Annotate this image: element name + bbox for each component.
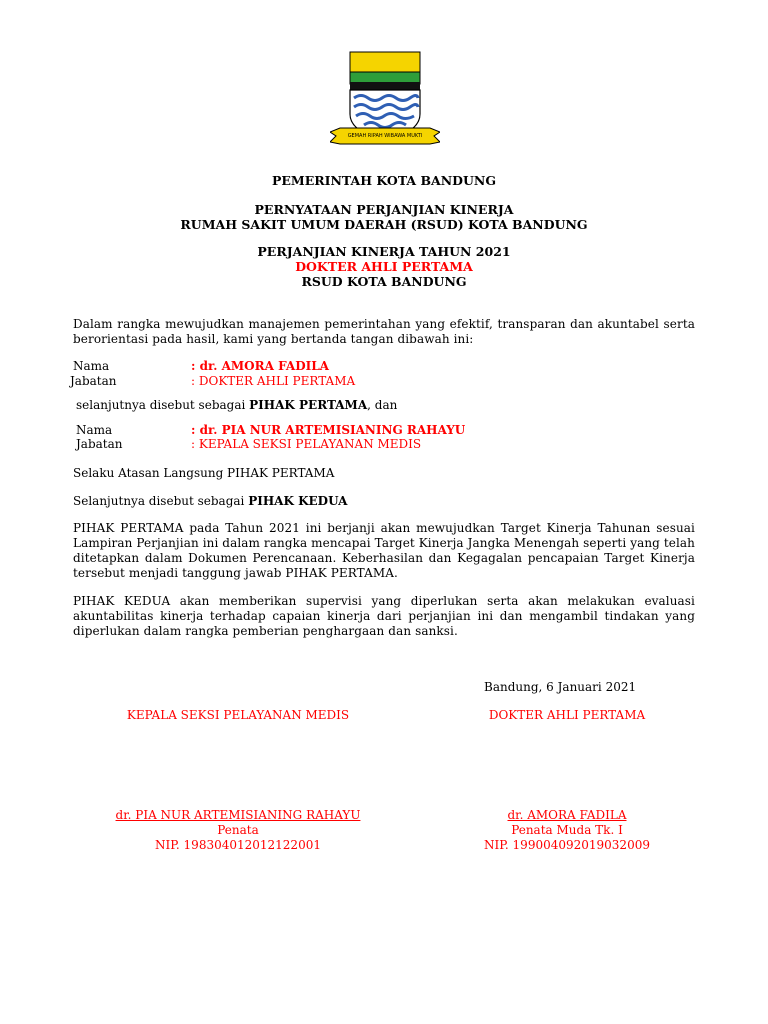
first-party-title-label: Jabatan [70,374,117,388]
agreement-year-title: PERJANJIAN KINERJA TAHUN 2021 [257,244,511,259]
hospital-title: RUMAH SAKIT UMUM DAERAH (RSUD) KOTA BANDUNG [180,217,588,232]
right-signatory-role: DOKTER AHLI PERTAMA [488,708,646,722]
first-party-note-suffix: , dan [367,398,398,412]
supervisor-note: Selaku Atasan Langsung PIHAK PERTAMA [73,466,335,480]
second-party-name-label: Nama [76,423,113,437]
unit-title: RSUD KOTA BANDUNG [301,274,467,289]
first-party-name-label: Nama [73,359,110,373]
second-party-note-bold: PIHAK KEDUA [248,494,348,508]
right-signatory-rank: Penata Muda Tk. I [511,823,623,837]
left-signatory-nip: NIP. 198304012012122001 [155,838,321,852]
crest-motto: GEMAH RIPAH WIBAWA MUKTI [347,133,423,139]
left-signatory-role: KEPALA SEKSI PELAYANAN MEDIS [126,708,350,722]
supervision-paragraph: PIHAK KEDUA akan memberikan supervisi yang diperlukan serta akan melakukan evaluasi akuntabilitas kinerja terhadap capaian kinerja dari perjanjian ini dan mengambil tindakan yang diperlukan dalam rangka pemberian penghargaan dan sanksi. [73,594,695,638]
statement-title: PERNYATAAN PERJANJIAN KINERJA [254,202,514,217]
first-party-title-value: : DOKTER AHLI PERTAMA [191,374,356,388]
place-date: Bandung, 6 Januari 2021 [484,680,637,694]
first-party-note-prefix: selanjutnya disebut sebagai [76,398,250,412]
first-party-note [76,398,397,413]
commitment-paragraph: PIHAK PERTAMA pada Tahun 2021 ini berjanji akan mewujudkan Target Kinerja Tahunan sesuai Lampiran Perjanjian ini dalam rangka mencapai Target Kinerja Jangka Menengah seperti yang telah ditetapkan dalam Dokumen Perencanaan. Keberhasilan dan Kegagalan pencapaian Target Kinerja tersebut menjadi tanggung jawab PIHAK PERTAMA. [73,521,695,580]
second-party-note-prefix: Selanjutnya disebut sebagai [73,494,249,508]
second-party-title-label: Jabatan [76,437,123,451]
right-signatory-name [417,808,717,823]
first-party-name-value: : dr. AMORA FADILA [191,359,329,373]
second-party-title-value: : KEPALA SEKSI PELAYANAN MEDIS [191,437,422,451]
government-title: PEMERINTAH KOTA BANDUNG [271,173,497,188]
left-signatory-rank: Penata [217,823,259,837]
first-party-note-bold: PIHAK PERTAMA [249,398,368,412]
position-title: DOKTER AHLI PERTAMA [295,259,473,274]
left-signatory-name [88,808,388,823]
right-signatory-name-text: dr. AMORA FADILA [507,808,627,822]
second-party-name-value: : dr. PIA NUR ARTEMISIANING RAHAYU [191,423,466,437]
second-party-note [73,494,347,509]
right-signatory-nip: NIP. 199004092019032009 [484,838,650,852]
intro-paragraph: Dalam rangka mewujudkan manajemen pemerintahan yang efektif, transparan dan akuntabel serta berorientasi pada hasil, kami yang bertanda tangan dibawah ini: [73,317,695,346]
left-signatory-name-text: dr. PIA NUR ARTEMISIANING RAHAYU [115,808,361,822]
